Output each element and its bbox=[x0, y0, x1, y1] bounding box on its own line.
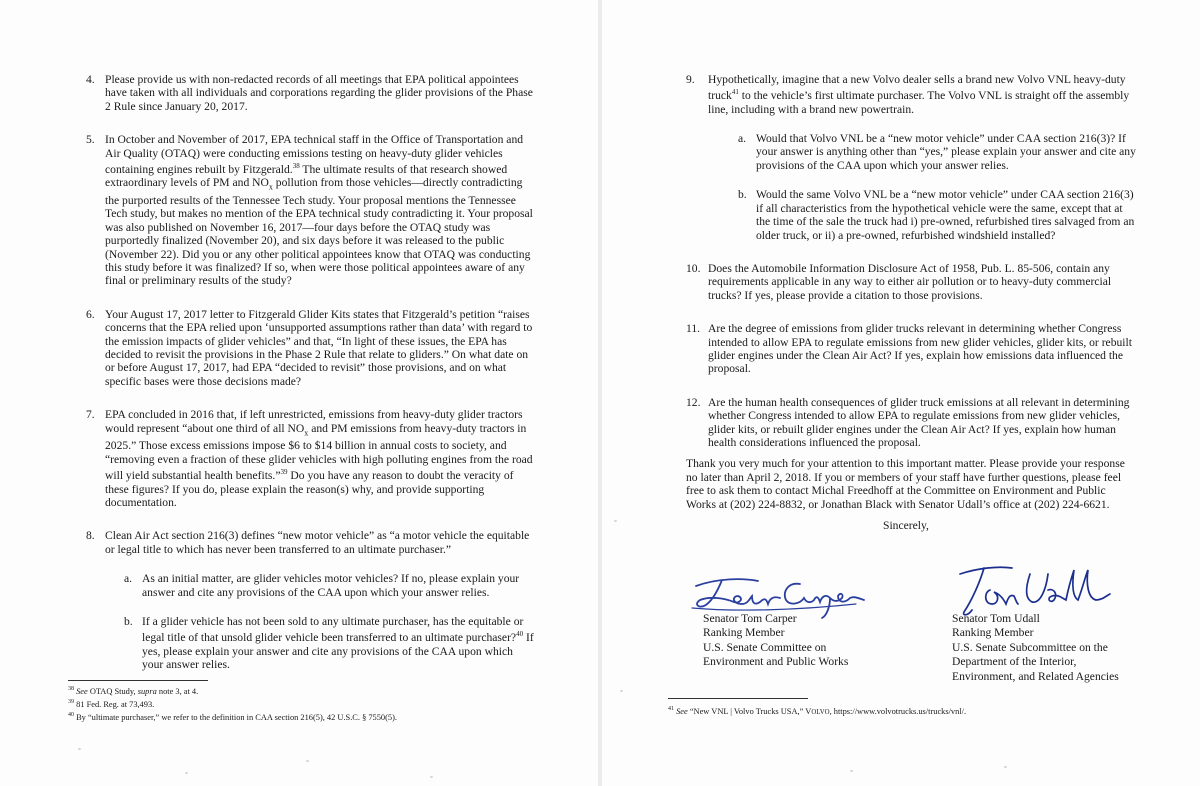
question-number: 12. bbox=[686, 395, 701, 409]
signer-committee: Environment and Public Works bbox=[703, 655, 849, 669]
signer-title: Ranking Member bbox=[703, 626, 785, 640]
scan-speck bbox=[306, 760, 309, 762]
signature-stroke bbox=[1027, 570, 1111, 602]
footnote-39 bbox=[68, 697, 508, 710]
question-number: 8. bbox=[86, 529, 95, 543]
footnote-italic: See bbox=[676, 706, 688, 716]
signer-committee: U.S. Senate Subcommittee on the bbox=[952, 640, 1108, 654]
subscript: x bbox=[268, 182, 273, 192]
footnote-number: 40 bbox=[68, 712, 74, 718]
sub-question-letter: b. bbox=[124, 614, 133, 628]
question-9a bbox=[738, 132, 1136, 172]
scan-speck bbox=[1004, 766, 1007, 768]
footnote-italic: supra bbox=[137, 686, 157, 696]
question-text: Your August 17, 2017 letter to Fitzgerald Glider Kits states that Fitzgerald’s petition “raises concerns that the EPA relied upon ‘unsupported assumptions rather than data’ with regard to the emission impacts of glider vehicles” and that, “In light of these issues, the EPA has decided to revisit the provisions in the Phase 2 Rule that relate to gliders.” On what date on or before August 17, 2017, had EPA “decided to revisit” those provisions, and on what specific bases were those decisions made? bbox=[105, 307, 533, 388]
question-text: Are the human health consequences of glider truck emissions at all relevant in determining whether Congress intended to allow EPA to regulate emissions from new glider vehicles, glider kits, or rebuilt glider engines under the Clean Air Act? If yes, explain how human health considerations influenced the proposal. bbox=[708, 395, 1130, 449]
question-number: 11. bbox=[686, 322, 701, 336]
signer-title: Ranking Member bbox=[952, 626, 1034, 640]
signer-name: Senator Tom Udall bbox=[952, 612, 1040, 625]
footnotes-right bbox=[668, 704, 1138, 718]
scan-speck bbox=[78, 748, 81, 750]
question-number: 5. bbox=[86, 133, 95, 147]
question-12 bbox=[686, 396, 1136, 450]
question-number: 6. bbox=[86, 307, 95, 321]
signature-stroke bbox=[960, 567, 1018, 615]
sincerely: Sincerely, bbox=[883, 519, 929, 533]
questions-column-left bbox=[86, 73, 536, 691]
question-text: Clean Air Act section 216(3) defines “new motor vehicle” as “a motor vehicle the equitable or legal title to which has never been transferred to an ultimate purchaser.” bbox=[105, 529, 530, 556]
sub-question-letter: a. bbox=[738, 132, 747, 146]
footnote-smallcaps: OLVO bbox=[811, 708, 830, 716]
sub-question-text: If yes, please explain your answer and cite any provisions of the CAA upon which your answer relies. bbox=[142, 631, 534, 672]
carper-signature-block bbox=[703, 612, 923, 670]
sub-question-text: Would the same Volvo VNL be a “new motor vehicle” under CAA section 216(3) if all characteristics from the hypothetical vehicle were the same, except that at the time of the sale the truck had i) pre-owned, refurbished tires salvaged from an older truck, or ii) a pre-owned, refurbished windshield installed? bbox=[756, 188, 1135, 242]
question-8a bbox=[124, 572, 536, 599]
footnote-38 bbox=[68, 684, 508, 697]
footnote-number: 39 bbox=[68, 699, 74, 705]
sub-question-letter: a. bbox=[124, 572, 133, 586]
footnote-italic: See bbox=[76, 686, 88, 696]
signature-stroke bbox=[696, 579, 780, 606]
question-11 bbox=[686, 322, 1136, 376]
question-5 bbox=[86, 133, 536, 288]
question-number: 4. bbox=[86, 73, 95, 86]
sub-question-text: As an initial matter, are glider vehicles motor vehicles? If no, please explain your answer and cite any provisions of the CAA upon which your answer relies. bbox=[142, 572, 520, 599]
question-text: EPA concluded in 2016 that, if left unrestricted, emissions from heavy-duty glider tractors would represent “about one third of all NO bbox=[105, 408, 523, 435]
footnote-text: OTAQ Study, bbox=[87, 686, 138, 696]
footnote-40 bbox=[68, 710, 508, 723]
letter-page-right bbox=[602, 0, 1200, 786]
question-text: to the vehicle’s first ultimate purchaser. The Volvo VNL is straight off the assembly line, including with a brand new powertrain. bbox=[708, 89, 1130, 116]
question-text: Do you have any reason to doubt the veracity of these figures? If you do, please explain the reason(s) why, and provide supporting documentation. bbox=[105, 469, 514, 509]
question-10 bbox=[686, 262, 1136, 302]
footnote-divider bbox=[68, 680, 208, 681]
scan-speck bbox=[614, 520, 617, 522]
subscript: x bbox=[304, 428, 309, 438]
sub-question-letter: b. bbox=[738, 188, 747, 202]
sub-question-text: Would that Volvo VNL be a “new motor vehicle” under CAA section 216(3)? If your answer is anything other than “yes,” please explain your answer and cite any provisions of the CAA upon which your answer relies. bbox=[756, 132, 1136, 172]
udall-signature-image bbox=[954, 560, 1114, 620]
question-number: 10. bbox=[686, 261, 701, 275]
footnote-ref: 39 bbox=[280, 468, 288, 477]
udall-signature-block bbox=[952, 612, 1192, 684]
question-text: Are the degree of emissions from glider trucks relevant in determining whether Congress intended to allow EPA to regulate emissions from new glider vehicles, glider kits, or rebuilt glider engines under the Clean Air Act? If yes, explain how emissions data influenced the proposal. bbox=[708, 322, 1132, 376]
closing-paragraph: Thank you very much for your attention to this important matter. Please provide your response no later than April 2, 2018. If you or members of your staff have further questions, please feel free to ask them to contact Michal Freedhoff at the Committee on Environment and Public Works at (202) 224-8832, or Jonathan Black with Senator Udall’s office at (202) 224-6621. bbox=[686, 457, 1125, 511]
question-text: In October and November of 2017, EPA technical staff in the Office of Transportation and Air Quality (OTAQ) were conducting emissions testing on heavy-duty glider vehicles containing engines rebuilt by Fitzgerald. bbox=[105, 133, 524, 176]
question-text: Please provide us with non-redacted records of all meetings that EPA political appointees have taken with all individuals and corporations regarding the glider provisions of the Phase 2 Rule since January 20, 2017. bbox=[105, 73, 533, 113]
footnote-ref: 41 bbox=[731, 88, 739, 97]
question-text: and PM emissions from heavy-duty tractors in 2025.” Those excess emissions impose $6 to $14 billion in annual costs to society, and “removing even a fraction of these glider vehicles with high polluting engines from the road will yield substantial health benefits.” bbox=[105, 421, 533, 483]
scan-speck bbox=[430, 776, 433, 778]
footnote-divider bbox=[668, 698, 808, 699]
scan-speck bbox=[185, 772, 188, 774]
signer-name: Senator Tom Carper bbox=[703, 612, 797, 625]
footnote-text: , https://www.volvotrucks.us/trucks/vnl/. bbox=[829, 706, 967, 716]
question-8 bbox=[86, 529, 536, 671]
question-number: 9. bbox=[686, 73, 695, 86]
footnote-number: 41 bbox=[668, 706, 674, 712]
question-text: pollution from those vehicles—directly contradicting the purported results of the Tennessee Tech study. Your proposal mentions the Tennessee Tech study, but makes no mention of the EPA technical study contradicting it. Your proposal was also published on November 16, 2017—four days before the OTAQ study was purportedly finalized (November 20), and six days before it was released to the public (November 22). Did you or any other political appointees know that OTAQ was conducting this study before it was finalized? If so, when were those political appointees aware of any final or preliminary results of the study? bbox=[105, 176, 533, 288]
question-6 bbox=[86, 308, 536, 388]
signer-committee: Environment, and Related Agencies bbox=[952, 669, 1119, 683]
footnote-text: By “ultimate purchaser,” we refer to the definition in CAA section 216(5), 42 U.S.C. § 7550(5). bbox=[74, 712, 397, 722]
footnote-text: note 3, at 4. bbox=[156, 686, 199, 696]
question-8b bbox=[124, 615, 536, 671]
footnote-text: “New VNL | Volvo Trucks USA,” V bbox=[687, 706, 812, 716]
question-9 bbox=[686, 73, 1136, 242]
question-text: Hypothetically, imagine that a new Volvo dealer sells a brand new Volvo VNL heavy-duty truck bbox=[708, 73, 1126, 103]
footnotes-left bbox=[68, 684, 508, 723]
scan-speck bbox=[620, 690, 623, 692]
footnote-ref: 38 bbox=[292, 162, 300, 171]
question-7 bbox=[86, 408, 536, 509]
footnote-ref: 40 bbox=[516, 630, 524, 639]
question-text: Does the Automobile Information Disclosure Act of 1958, Pub. L. 85-506, contain any requirements applicable in any way to either air pollution or to heavy-duty commercial trucks? If yes, please provide a citation to those provisions. bbox=[708, 261, 1112, 302]
signer-committee: U.S. Senate Committee on bbox=[703, 640, 827, 654]
footnote-41 bbox=[668, 704, 1138, 718]
signer-committee: Department of the Interior, bbox=[952, 655, 1077, 669]
question-9b bbox=[738, 188, 1136, 242]
sub-question-text: If a glider vehicle has not been sold to any ultimate purchaser, has the equitable or legal title of that unsold glider vehicle been transferred to an ultimate purchaser? bbox=[142, 614, 524, 645]
question-text: The ultimate results of that research showed extraordinary levels of PM and NO bbox=[105, 162, 508, 190]
letter-page-left bbox=[0, 0, 598, 786]
question-4 bbox=[86, 73, 536, 113]
footnote-text: 81 Fed. Reg. at 73,493. bbox=[74, 699, 155, 709]
footnote-number: 38 bbox=[68, 686, 74, 692]
question-number: 7. bbox=[86, 408, 95, 422]
signature-stroke bbox=[692, 604, 856, 610]
questions-column-right bbox=[686, 73, 1136, 532]
scan-speck bbox=[850, 770, 853, 772]
